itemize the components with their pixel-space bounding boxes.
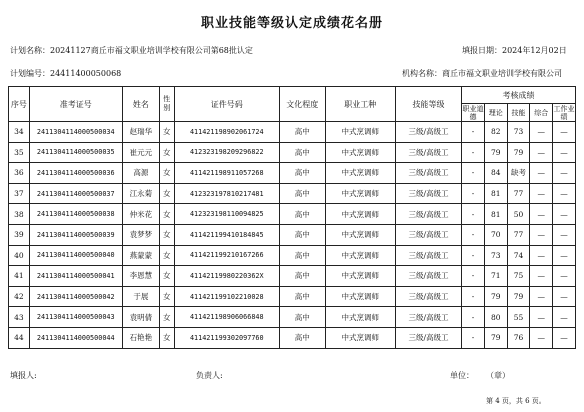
seq-cell: 39 xyxy=(9,224,30,245)
plan-no-label: 计划编号： xyxy=(10,69,50,78)
work-perf-score-cell: — xyxy=(553,307,576,328)
unit-label: 单位： xyxy=(450,371,474,380)
exam-no-cell: 2411304114000500038 xyxy=(29,204,122,225)
theory-score-cell: 82 xyxy=(484,122,507,143)
level-cell: 三级/高级工 xyxy=(395,142,461,163)
name-cell: 江永菊 xyxy=(122,183,159,204)
ethics-score-cell: - xyxy=(462,183,485,204)
gender-cell: 女 xyxy=(160,307,174,328)
theory-score-cell: 79 xyxy=(484,142,507,163)
gender-cell: 女 xyxy=(160,245,174,266)
name-cell: 石艳艳 xyxy=(122,327,159,348)
gender-cell: 女 xyxy=(160,204,174,225)
seq-cell: 41 xyxy=(9,266,30,287)
table-row xyxy=(9,307,576,328)
ethics-score-cell: - xyxy=(462,307,485,328)
job-cell: 中式烹调师 xyxy=(325,122,395,143)
gender-cell: 女 xyxy=(160,224,174,245)
gender-cell: 女 xyxy=(160,163,174,184)
name-cell: 于展 xyxy=(122,286,159,307)
seq-cell: 40 xyxy=(9,245,30,266)
seq-cell: 38 xyxy=(9,204,30,225)
name-cell: 李恩慧 xyxy=(122,266,159,287)
skill-score-cell: 76 xyxy=(507,327,530,348)
ethics-score-cell: - xyxy=(462,142,485,163)
comprehensive-score-cell: — xyxy=(530,307,553,328)
level-cell: 三级/高级工 xyxy=(395,122,461,143)
gender-cell: 女 xyxy=(160,286,174,307)
ethics-score-cell: - xyxy=(462,163,485,184)
skill-score-cell: 79 xyxy=(507,286,530,307)
comprehensive-score-cell: — xyxy=(530,142,553,163)
work-perf-score-cell: — xyxy=(553,122,576,143)
theory-score-cell: 81 xyxy=(484,183,507,204)
gender-cell: 女 xyxy=(160,183,174,204)
education-cell: 高中 xyxy=(280,266,326,287)
exam-no-cell: 2411304114000500034 xyxy=(29,122,122,143)
work-perf-score-cell: — xyxy=(553,183,576,204)
plan-name-label: 计划名称： xyxy=(10,46,50,55)
header-level: 技能等级 xyxy=(395,87,461,122)
skill-score-cell: 77 xyxy=(507,224,530,245)
theory-score-cell: 79 xyxy=(484,327,507,348)
table-row xyxy=(9,224,576,245)
header-work-perf: 工作业绩 xyxy=(553,104,575,121)
org-line xyxy=(402,68,562,79)
skill-score-cell: 50 xyxy=(507,204,530,225)
header-name: 姓名 xyxy=(122,87,159,122)
ethics-score-cell: - xyxy=(462,327,485,348)
table-row xyxy=(9,286,576,307)
education-cell: 高中 xyxy=(280,204,326,225)
responsible-label: 负责人: xyxy=(196,371,223,380)
name-cell: 高源 xyxy=(122,163,159,184)
skill-score-cell: 74 xyxy=(507,245,530,266)
job-cell: 中式烹调师 xyxy=(325,327,395,348)
job-cell: 中式烹调师 xyxy=(325,245,395,266)
name-cell: 仲米花 xyxy=(122,204,159,225)
gender-cell: 女 xyxy=(160,122,174,143)
header-gender: 性别 xyxy=(160,87,174,122)
id-no-cell: 412323197810217481 xyxy=(174,183,280,204)
exam-no-cell: 2411304114000500043 xyxy=(29,307,122,328)
fill-date-value: 2024年12月02日 xyxy=(502,46,567,55)
table-row xyxy=(9,266,576,287)
job-cell: 中式烹调师 xyxy=(325,286,395,307)
seq-cell: 42 xyxy=(9,286,30,307)
education-cell: 高中 xyxy=(280,142,326,163)
ethics-score-cell: - xyxy=(462,245,485,266)
seq-cell: 37 xyxy=(9,183,30,204)
id-no-cell: 411421198911057268 xyxy=(174,163,280,184)
table-row xyxy=(9,204,576,225)
level-cell: 三级/高级工 xyxy=(395,245,461,266)
level-cell: 三级/高级工 xyxy=(395,266,461,287)
exam-no-cell: 2411304114000500036 xyxy=(29,163,122,184)
ethics-score-cell: - xyxy=(462,224,485,245)
work-perf-score-cell: — xyxy=(553,163,576,184)
comprehensive-score-cell: — xyxy=(530,224,553,245)
job-cell: 中式烹调师 xyxy=(325,163,395,184)
comprehensive-score-cell: — xyxy=(530,122,553,143)
education-cell: 高中 xyxy=(280,327,326,348)
id-no-cell: 411421199410184845 xyxy=(174,224,280,245)
exam-no-cell: 2411304114000500042 xyxy=(29,286,122,307)
education-cell: 高中 xyxy=(280,183,326,204)
skill-score-cell: 73 xyxy=(507,122,530,143)
level-cell: 三级/高级工 xyxy=(395,327,461,348)
page-title: 职业技能等级认定成绩花名册 xyxy=(200,16,383,31)
table-row xyxy=(9,245,576,266)
comprehensive-score-cell: — xyxy=(530,163,553,184)
comprehensive-score-cell: — xyxy=(530,183,553,204)
id-no-cell: 412323198209296822 xyxy=(174,142,280,163)
name-cell: 崔元元 xyxy=(122,142,159,163)
work-perf-score-cell: — xyxy=(553,142,576,163)
work-perf-score-cell: — xyxy=(553,204,576,225)
work-perf-score-cell: — xyxy=(553,245,576,266)
seq-cell: 36 xyxy=(9,163,30,184)
theory-score-cell: 70 xyxy=(484,224,507,245)
job-cell: 中式烹调师 xyxy=(325,204,395,225)
skill-score-cell: 缺考 xyxy=(507,163,530,184)
filler-label: 填报人: xyxy=(10,371,37,380)
work-perf-score-cell: — xyxy=(553,286,576,307)
scores-table xyxy=(8,86,576,349)
comprehensive-score-cell: — xyxy=(530,245,553,266)
id-no-cell: 411421198902061724 xyxy=(174,122,280,143)
job-cell: 中式烹调师 xyxy=(325,142,395,163)
name-cell: 袁明倩 xyxy=(122,307,159,328)
skill-score-cell: 79 xyxy=(507,142,530,163)
id-no-cell: 412323198110094825 xyxy=(174,204,280,225)
id-no-cell: 41142119980220362X xyxy=(174,266,280,287)
education-cell: 高中 xyxy=(280,307,326,328)
education-cell: 高中 xyxy=(280,163,326,184)
exam-no-cell: 2411304114000500041 xyxy=(29,266,122,287)
seq-cell: 34 xyxy=(9,122,30,143)
theory-score-cell: 79 xyxy=(484,286,507,307)
header-ethics: 职业道德 xyxy=(462,104,484,121)
gender-cell: 女 xyxy=(160,327,174,348)
header-skill: 技能 xyxy=(507,104,530,122)
header-scores-group: 考核成绩 xyxy=(462,87,576,104)
header-exam-no: 准考证号 xyxy=(29,87,122,122)
work-perf-score-cell: — xyxy=(553,224,576,245)
table-row xyxy=(9,163,576,184)
seq-cell: 43 xyxy=(9,307,30,328)
plan-no-line xyxy=(10,68,121,79)
page-number: 第 4 页，共 6 页。 xyxy=(486,397,546,405)
name-cell: 袁梦梦 xyxy=(122,224,159,245)
header-comprehensive: 综合 xyxy=(530,104,553,122)
comprehensive-score-cell: — xyxy=(530,204,553,225)
job-cell: 中式烹调师 xyxy=(325,307,395,328)
plan-name-line xyxy=(10,45,253,56)
ethics-score-cell: - xyxy=(462,266,485,287)
org-value: 商丘市福文职业培训学校有限公司 xyxy=(442,69,562,78)
gender-cell: 女 xyxy=(160,266,174,287)
table-row xyxy=(9,122,576,143)
exam-no-cell: 2411304114000500040 xyxy=(29,245,122,266)
level-cell: 三级/高级工 xyxy=(395,183,461,204)
work-perf-score-cell: — xyxy=(553,266,576,287)
theory-score-cell: 73 xyxy=(484,245,507,266)
id-no-cell: 411421199102210028 xyxy=(174,286,280,307)
ethics-score-cell: - xyxy=(462,204,485,225)
exam-no-cell: 2411304114000500044 xyxy=(29,327,122,348)
skill-score-cell: 55 xyxy=(507,307,530,328)
ethics-score-cell: - xyxy=(462,286,485,307)
header-job: 职业工种 xyxy=(325,87,395,122)
theory-score-cell: 84 xyxy=(484,163,507,184)
level-cell: 三级/高级工 xyxy=(395,163,461,184)
name-cell: 赵瑞华 xyxy=(122,122,159,143)
gender-cell: 女 xyxy=(160,142,174,163)
comprehensive-score-cell: — xyxy=(530,286,553,307)
theory-score-cell: 80 xyxy=(484,307,507,328)
seal-text: （章） xyxy=(486,371,510,380)
theory-score-cell: 71 xyxy=(484,266,507,287)
header-id-no: 证件号码 xyxy=(174,87,280,122)
exam-no-cell: 2411304114000500039 xyxy=(29,224,122,245)
header-education: 文化程度 xyxy=(280,87,326,122)
plan-no-value: 24411400050068 xyxy=(50,69,122,78)
header-theory: 理论 xyxy=(484,104,507,122)
level-cell: 三级/高级工 xyxy=(395,224,461,245)
level-cell: 三级/高级工 xyxy=(395,307,461,328)
job-cell: 中式烹调师 xyxy=(325,266,395,287)
theory-score-cell: 81 xyxy=(484,204,507,225)
work-perf-score-cell: — xyxy=(553,327,576,348)
name-cell: 燕蒙蒙 xyxy=(122,245,159,266)
skill-score-cell: 77 xyxy=(507,183,530,204)
id-no-cell: 411421199302097760 xyxy=(174,327,280,348)
ethics-score-cell: - xyxy=(462,122,485,143)
seq-cell: 44 xyxy=(9,327,30,348)
education-cell: 高中 xyxy=(280,286,326,307)
plan-name-value: 20241127商丘市福文职业培训学校有限公司第68批认定 xyxy=(50,46,253,55)
id-no-cell: 411421199210167266 xyxy=(174,245,280,266)
table-body xyxy=(9,122,576,349)
job-cell: 中式烹调师 xyxy=(325,183,395,204)
level-cell: 三级/高级工 xyxy=(395,204,461,225)
table-row xyxy=(9,142,576,163)
id-no-cell: 411421198906066848 xyxy=(174,307,280,328)
table-row xyxy=(9,183,576,204)
org-label: 机构名称： xyxy=(402,69,442,78)
skill-score-cell: 75 xyxy=(507,266,530,287)
fill-date-line xyxy=(462,45,567,56)
table-row xyxy=(9,327,576,348)
exam-no-cell: 2411304114000500037 xyxy=(29,183,122,204)
education-cell: 高中 xyxy=(280,245,326,266)
comprehensive-score-cell: — xyxy=(530,327,553,348)
job-cell: 中式烹调师 xyxy=(325,224,395,245)
header-seq: 序号 xyxy=(9,87,30,122)
fill-date-label: 填报日期： xyxy=(462,46,502,55)
unit-seal-line xyxy=(450,370,510,381)
comprehensive-score-cell: — xyxy=(530,266,553,287)
level-cell: 三级/高级工 xyxy=(395,286,461,307)
seq-cell: 35 xyxy=(9,142,30,163)
exam-no-cell: 2411304114000500035 xyxy=(29,142,122,163)
education-cell: 高中 xyxy=(280,122,326,143)
education-cell: 高中 xyxy=(280,224,326,245)
